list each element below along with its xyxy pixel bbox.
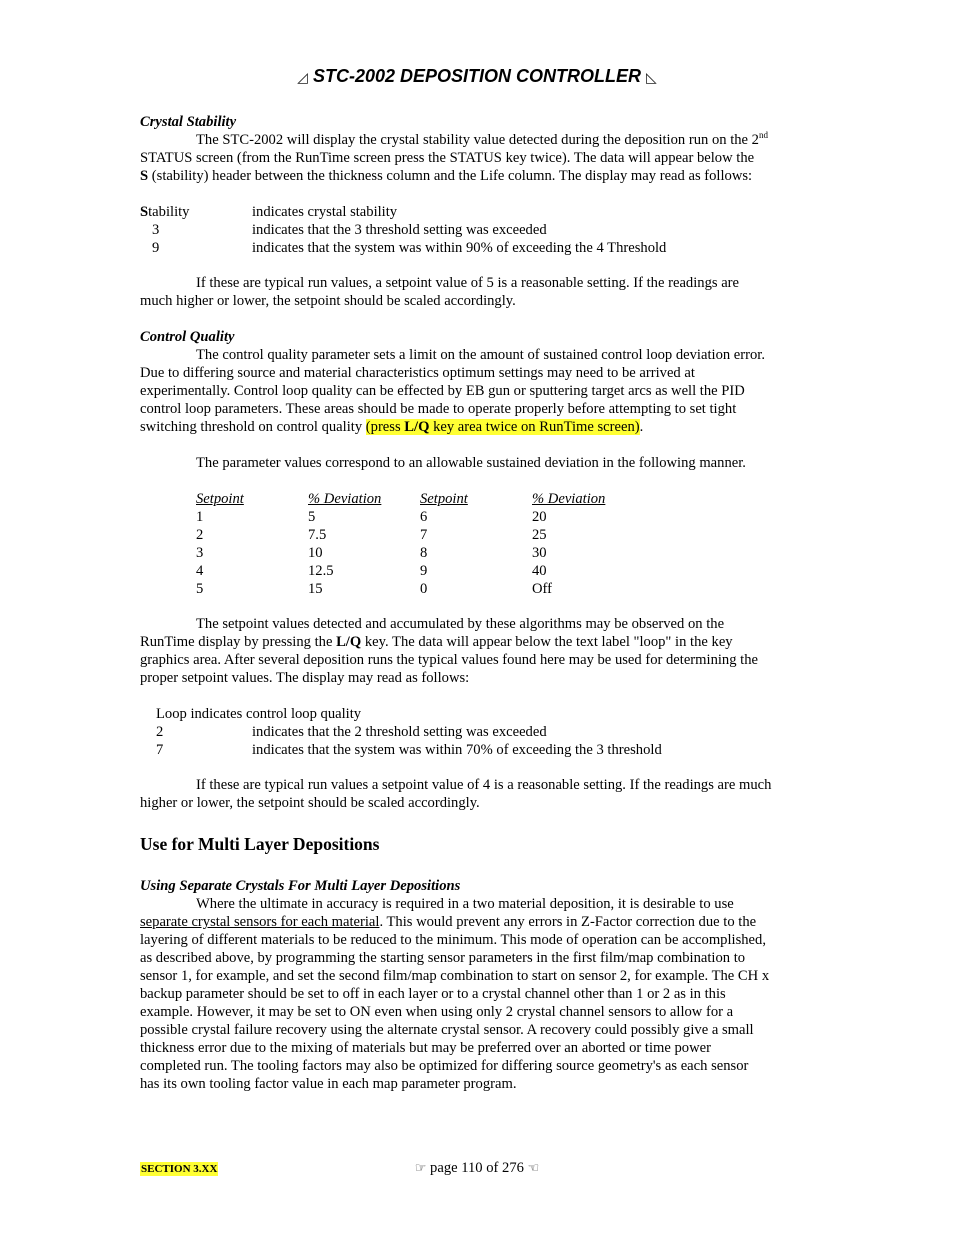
pointing-right-hand-icon: ☞ (414, 1161, 427, 1176)
table-cell: 8 (420, 545, 428, 561)
multi-layer-section (140, 877, 816, 1093)
paragraph-line: S (stability) header between the thickness column and the Life column. The display may read as follows: (140, 168, 753, 184)
loop-desc: indicates that the system was within 70% of exceeding the 3 threshold (252, 742, 662, 758)
paragraph-line: switching threshold on control quality (press L/Q key area twice on RunTime screen). (140, 419, 644, 435)
paragraph-line: thickness error due to the mixing of materials but may be preferred over an aborted or time power (140, 1040, 711, 1056)
table-cell: 10 (308, 545, 323, 561)
loop-key: 2 (156, 724, 164, 740)
table-cell: 40 (532, 563, 547, 579)
section-heading: Use for Multi Layer Depositions (140, 834, 380, 854)
paragraph-line: much higher or lower, the setpoint should be scaled accordingly. (140, 293, 516, 309)
paragraph-line: has its own tooling factor value in each map parameter program. (140, 1076, 517, 1092)
paragraph-line: STATUS screen (from the RunTime screen press the STATUS key twice). The data will appear below the (140, 150, 755, 166)
loop-rows (140, 723, 816, 759)
table-header: Setpoint (420, 491, 468, 507)
paragraph-line: sensor 1, for example, and set the second film/map combination to start on sensor 2, for example. The CH x (140, 968, 770, 984)
loop-note (140, 776, 816, 812)
stability-table (140, 203, 816, 257)
deviation-table (196, 490, 644, 598)
crystal-stability-section (140, 113, 816, 185)
table-cell: 1 (196, 509, 204, 525)
stability-key: 3 (152, 222, 160, 238)
right-decoration-icon: ◺ (646, 69, 657, 85)
paragraph-line: higher or lower, the setpoint should be scaled accordingly. (140, 795, 480, 811)
table-header: % Deviation (532, 491, 606, 507)
paragraph: Where the ultimate in accuracy is required in a two material deposition, it is desirable to use (196, 896, 734, 912)
highlighted-note: (press L/Q key area twice on RunTime screen) (365, 419, 640, 435)
stability-desc: indicates that the 3 threshold setting was exceeded (252, 222, 547, 238)
stability-key: Stability (140, 204, 190, 220)
table-cell: 25 (532, 527, 547, 543)
table-cell: 2 (196, 527, 204, 543)
table-cell: Off (532, 581, 552, 597)
paragraph: The STC-2002 will display the crystal stability value detected during the deposition run on the 2nd (196, 130, 768, 148)
table-cell: 30 (532, 545, 547, 561)
paragraph: The control quality parameter sets a limit on the amount of sustained control loop deviation error. (196, 347, 766, 363)
table-cell: 4 (196, 563, 204, 579)
loop-key: 7 (156, 742, 164, 758)
loop-desc: indicates that the 2 threshold setting was exceeded (252, 724, 547, 740)
paragraph: The setpoint values detected and accumulated by these algorithms may be observed on the (196, 616, 725, 632)
page-number (0, 1160, 954, 1177)
paragraph-line: completed run. The tooling factors may also be optimized for differing source geometry's as each sensor (140, 1058, 749, 1074)
pointing-left-hand-icon: ☜ (527, 1161, 540, 1176)
paragraph-line: control loop parameters. These areas should be made to operate properly before attempting to set tight (140, 401, 737, 417)
left-decoration-icon: ◿ (297, 69, 308, 85)
section-title: Control Quality (140, 329, 235, 345)
page-number-text: page 110 of 276 (430, 1160, 524, 1176)
paragraph-line: backup parameter should be set to off in each layer or to a crystal channel other than 1 or 2 as in this (140, 986, 726, 1002)
loop-table (140, 705, 816, 759)
table-cell: 5 (308, 509, 316, 525)
paragraph-line: layering of different materials to be reduced to the minimum. This mode of operation can be accomplished, (140, 932, 766, 948)
paragraph-line: Due to differing source and material characteristics optimum settings may need to be arrived at (140, 365, 695, 381)
section-title: Crystal Stability (140, 114, 237, 130)
header-title: STC-2002 DEPOSITION CONTROLLER (312, 66, 642, 86)
section-label: SECTION 3.XX (141, 1163, 218, 1175)
table-cell: 12.5 (308, 563, 334, 579)
paragraph: If these are typical run values, a setpoint value of 5 is a reasonable setting. If the readings are (196, 275, 740, 291)
paragraph-line: example. However, it may be set to ON even when using only 2 crystal channel sensors to allow for a (140, 1004, 734, 1020)
stability-key: 9 (152, 240, 160, 256)
stability-desc: indicates crystal stability (252, 204, 398, 220)
paragraph-line: separate crystal sensors for each material. This would prevent any errors in Z-Factor correction due to the (140, 914, 757, 930)
paragraph-line: possible crystal failure recovery using the alternate crystal sensor. A recovery could possibly give a small (140, 1022, 754, 1038)
section-title: Using Separate Crystals For Multi Layer Depositions (140, 878, 461, 894)
paragraph-line: RunTime display by pressing the L/Q key. The data will appear below the text label "loop" in the key (140, 634, 733, 650)
page-header (0, 66, 954, 87)
table-cell: 15 (308, 581, 323, 597)
paragraph-line: graphics area. After several deposition runs the typical values found here may be used for determining the (140, 652, 758, 668)
paragraph: The parameter values correspond to an allowable sustained deviation in the following manner. (196, 455, 746, 471)
loop-label: Loop indicates control loop quality (156, 706, 362, 722)
paragraph-line: as described above, by programming the starting sensor parameters in the first film/map combination to (140, 950, 746, 966)
table-cell: 0 (420, 581, 428, 597)
table-header: % Deviation (308, 491, 382, 507)
table-header: Setpoint (196, 491, 244, 507)
table-cell: 6 (420, 509, 428, 525)
table-cell: 7 (420, 527, 428, 543)
paragraph-line: proper setpoint values. The display may read as follows: (140, 670, 470, 686)
paragraph-line: experimentally. Control loop quality can be effected by EB gun or sputtering target arcs as well the PID (140, 383, 745, 399)
table-cell: 3 (196, 545, 204, 561)
stability-desc: indicates that the system was within 90% of exceeding the 4 Threshold (252, 240, 667, 256)
table-cell: 20 (532, 509, 547, 525)
stability-note (140, 274, 816, 310)
table-cell: 5 (196, 581, 204, 597)
control-quality-section (140, 328, 816, 436)
paragraph: If these are typical run values a setpoint value of 4 is a reasonable setting. If the readings are much (196, 777, 772, 793)
table-cell: 9 (420, 563, 428, 579)
table-cell: 7.5 (308, 527, 327, 543)
loop-paragraph (140, 615, 816, 687)
